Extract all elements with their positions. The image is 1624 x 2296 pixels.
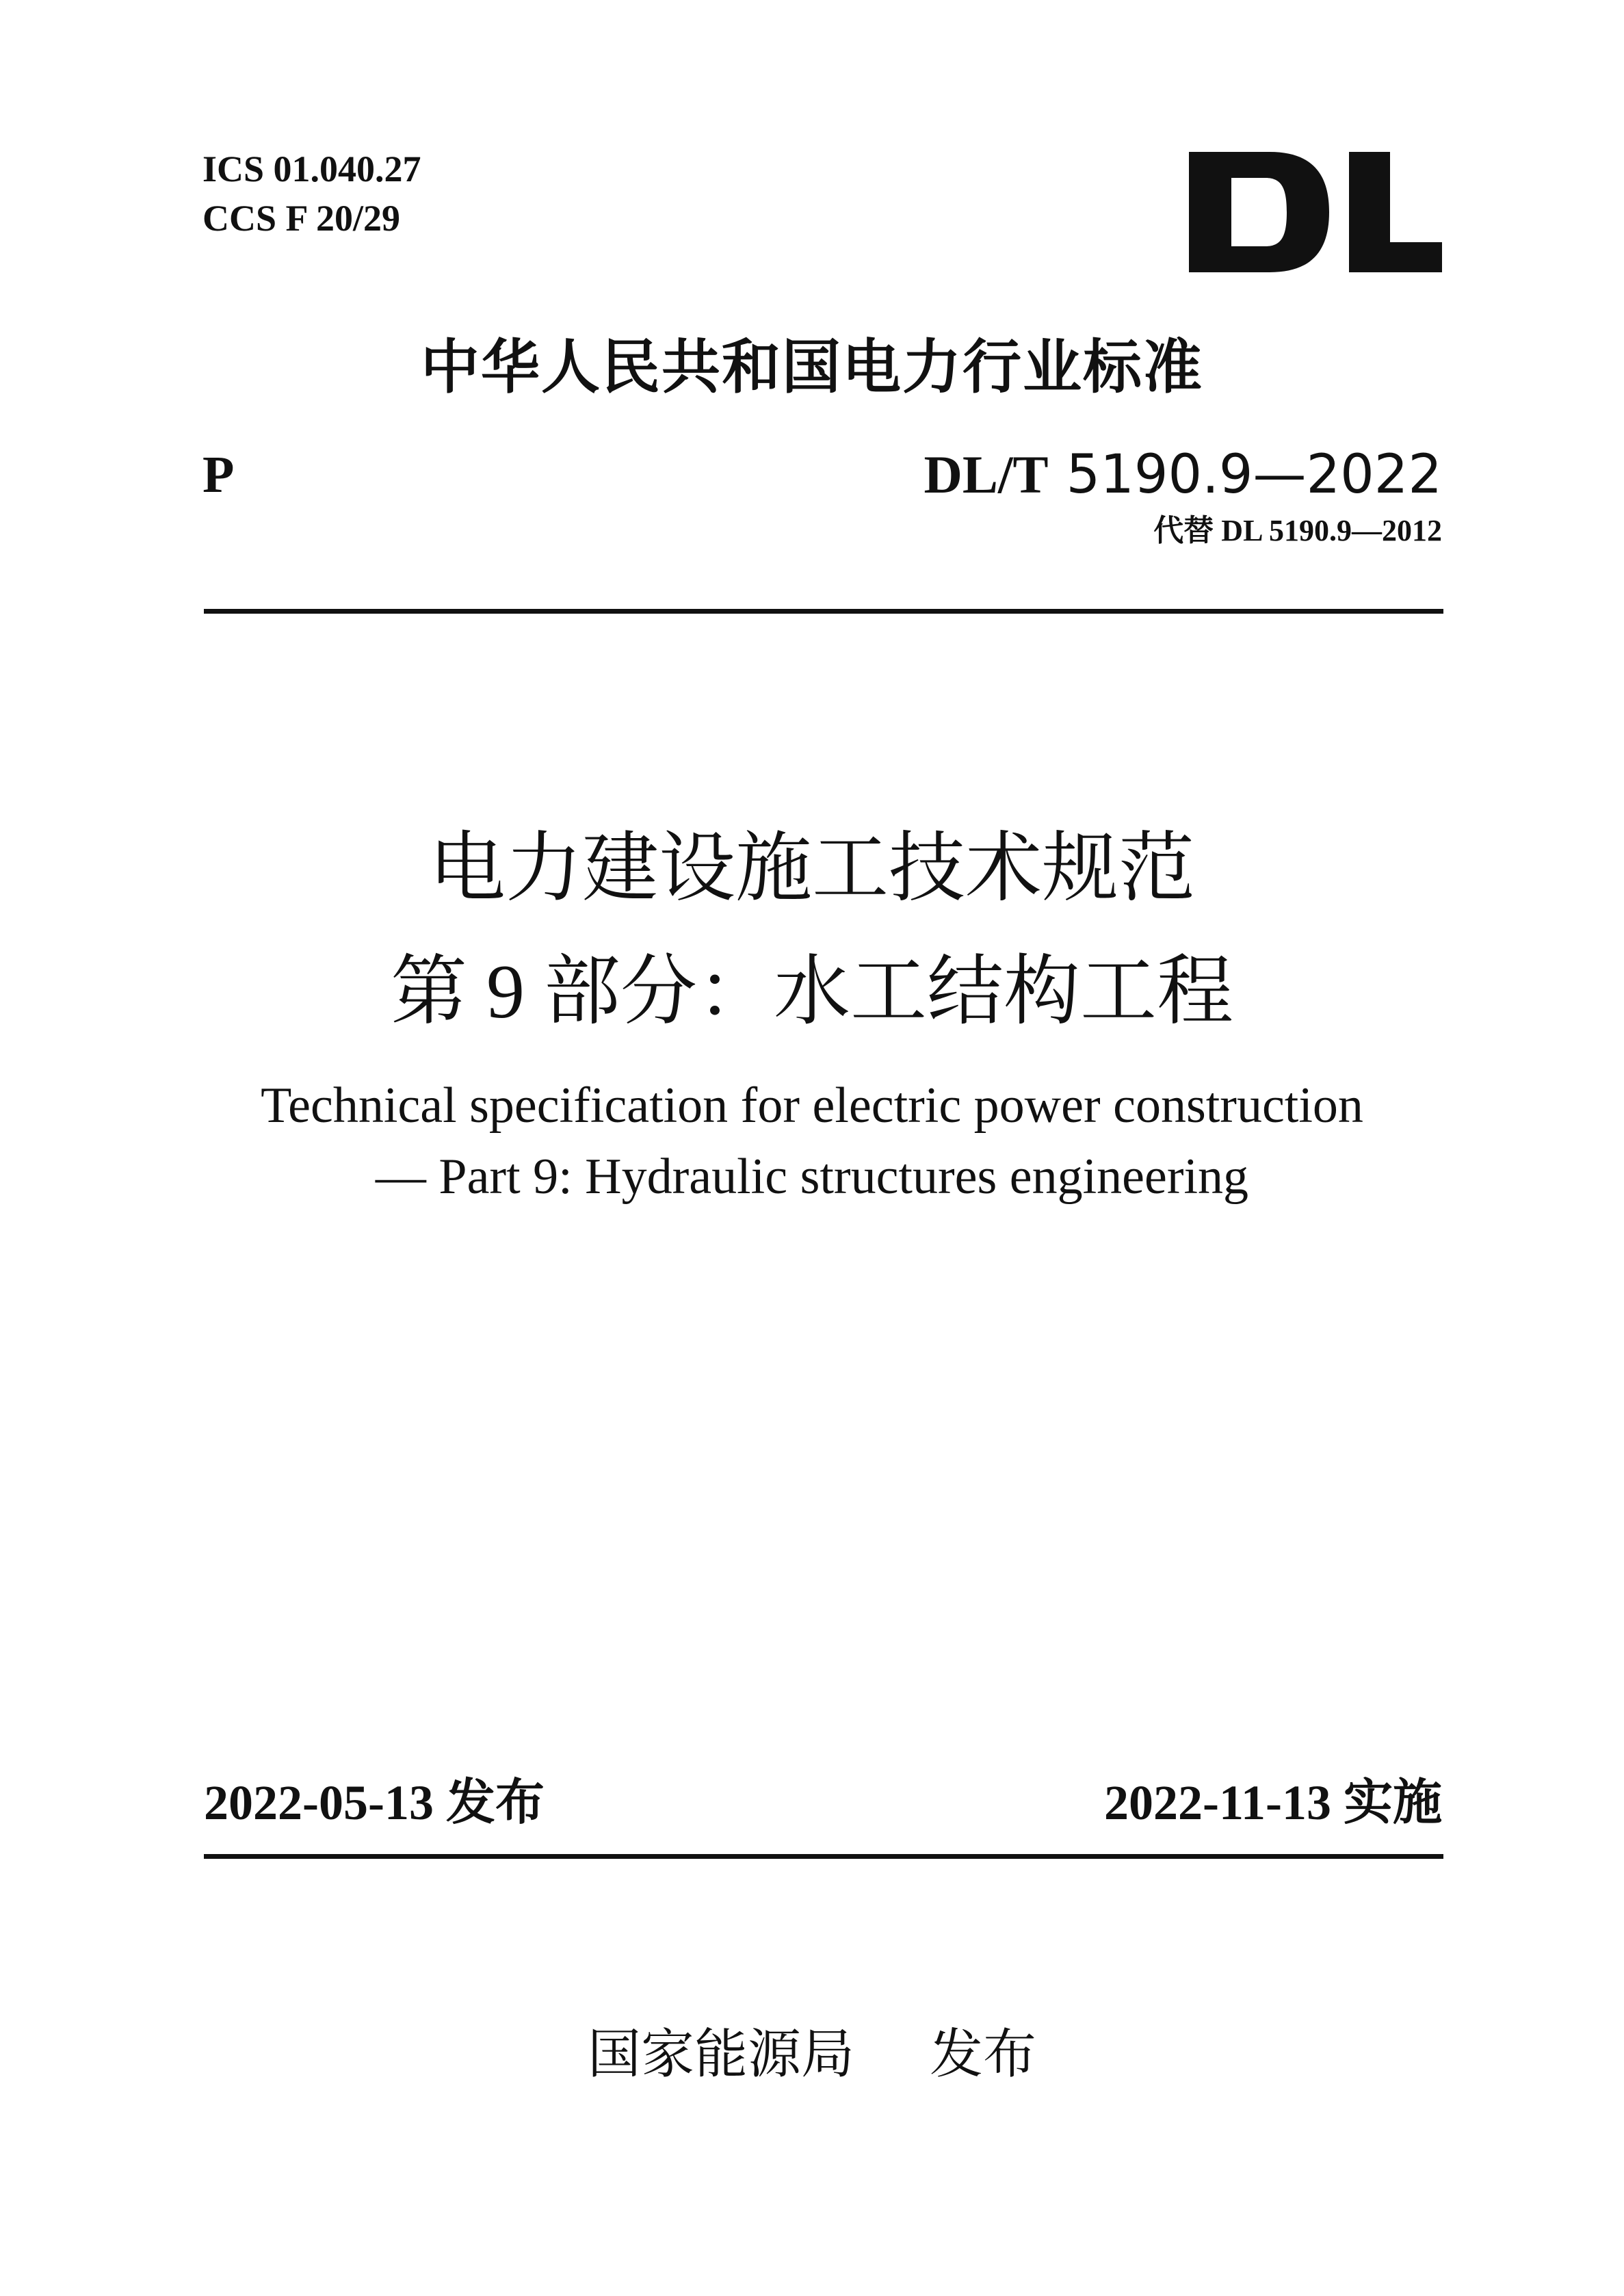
standard-code-block: [924, 442, 1443, 551]
title-en-line-1: Technical specification for electric power construction: [261, 1078, 1363, 1134]
title-en-line-2: — Part 9: Hydraulic structures engineering: [375, 1149, 1249, 1205]
publisher: [0, 2017, 1624, 2092]
publisher-name: 国家能源局: [587, 2024, 854, 2085]
standard-type-title: 中华人民共和国电力行业标准: [421, 333, 1203, 402]
replaces-standard: 代替 DL 5190.9—2012: [1153, 514, 1442, 547]
title-cn-line-2: 第 9 部分：水工结构工程: [391, 950, 1233, 1034]
logo-letter-l: [1349, 152, 1442, 272]
dl-logo-icon: [1189, 152, 1442, 272]
bottom-divider: [204, 1854, 1443, 1859]
category-letter: P: [202, 446, 235, 504]
issue-date: 2022-05-13 发布: [204, 1775, 545, 1830]
standard-code: [924, 442, 1443, 508]
top-divider: [204, 609, 1443, 614]
title-cn-line-1: 电力建设施工技术规范: [429, 826, 1195, 911]
publisher-action: 发布: [930, 2024, 1037, 2085]
ccs-code: CCS F 20/29: [202, 198, 401, 239]
logo-letter-d: [1189, 152, 1329, 272]
standard-code-prefix: DL/T: [924, 445, 1049, 504]
standard-code-number: 5190.9—2022: [1066, 444, 1442, 506]
implementation-date: 2022-11-13 实施: [1104, 1775, 1442, 1830]
ics-code: ICS 01.040.27: [202, 148, 421, 190]
